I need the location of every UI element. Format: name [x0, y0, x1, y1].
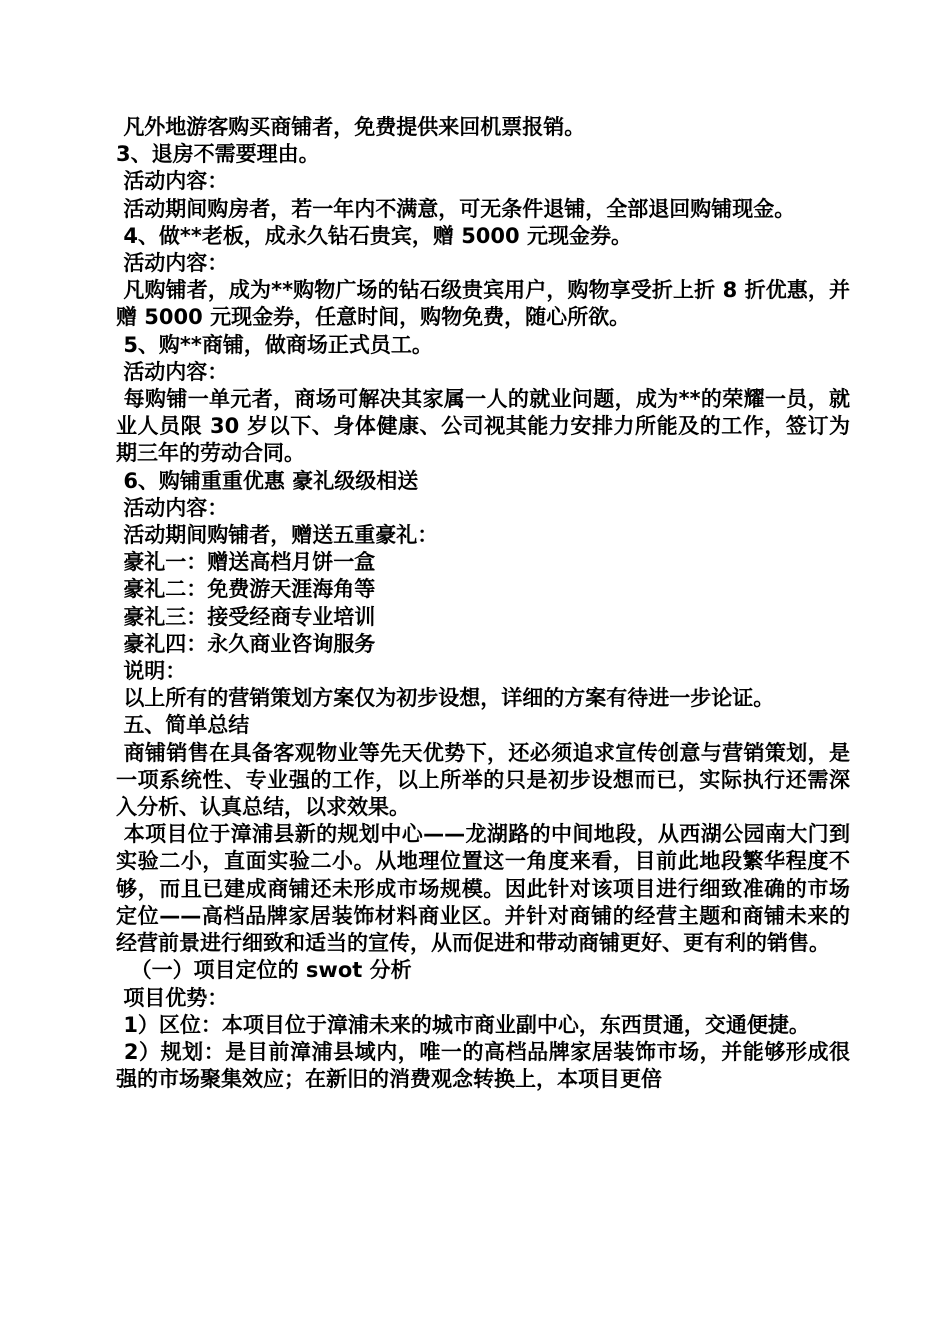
label-activity-content: 活动内容：	[116, 251, 229, 276]
gift-item-2: 豪礼二：免费游天涯海角等	[116, 577, 376, 602]
paragraph-return-policy: 活动期间购房者，若一年内不满意，可无条件退铺，全部退回购铺现金。	[116, 196, 796, 221]
paragraph-note: 以上所有的营销策划方案仅为初步设想，详细的方案有待进一步论证。	[116, 686, 775, 711]
paragraph-advantage-location: 1）区位：本项目位于漳浦未来的城市商业副中心，东西贯通，交通便捷。	[116, 1012, 810, 1037]
heading-return-no-reason: 3、退房不需要理由。	[116, 142, 320, 167]
paragraph-summary-1: 商铺销售在具备客观物业等先天优势下，还必须追求宣传创意与营销策划，是一项系统性、专业强的工作，以上所举的只是初步设想而已，实际执行还需深入分析、认真总结，以求效果。	[116, 740, 850, 820]
label-activity-content: 活动内容：	[116, 495, 229, 520]
paragraph-employee: 每购铺一单元者，商场可解决其家属一人的就业问题，成为**的荣耀一员，就业人员限 30 岁以下、身体健康、公司视其能力安排力所能及的工作，签订为期三年的劳动合同。	[116, 387, 850, 466]
document-body	[116, 114, 850, 1093]
paragraph-diamond-vip: 凡购铺者，成为**购物广场的钻石级贵宾用户，购物享受折上折 8 折优惠，并赠 5000 元现金券，任意时间，购物免费，随心所欲。	[116, 278, 851, 330]
paragraph-advantage-planning: 2）规划：是目前漳浦县域内，唯一的高档品牌家居装饰市场，并能够形成很强的市场聚集效应；在新旧的消费观念转换上，本项目更倍	[116, 1039, 851, 1092]
paragraph-flight-reimbursement: 凡外地游客购买商铺者，免费提供来回机票报销。	[116, 115, 586, 139]
paragraph-summary-2: 本项目位于漳浦县新的规划中心——龙湖路的中间地段，从西湖公园南大门到实验二小，直面实验二小。从地理位置这一角度来看，目前此地段繁华程度不够，而且已建成商铺还未形成市场规模。因此针对该项目进行细致准确的市场定位——高档品牌家居装饰材料商业区。并针对商铺的经营主题和商铺未来的经营前景进行细致和适当的宣传，从而促进和带动商铺更好、更有利的销售。	[116, 822, 851, 956]
label-advantages: 项目优势：	[116, 985, 229, 1010]
label-activity-content: 活动内容：	[116, 359, 229, 384]
heading-gifts: 6、购铺重重优惠 豪礼级级相送	[116, 468, 419, 493]
gift-item-1: 豪礼一：赠送高档月饼一盒	[116, 550, 376, 575]
heading-employee: 5、购**商铺，做商场正式员工。	[116, 332, 433, 357]
label-note: 说明：	[116, 659, 187, 684]
heading-swot: （一）项目定位的 swot 分析	[116, 958, 412, 983]
heading-diamond-vip: 4、做**老板，成永久钻石贵宾，赠 5000 元现金券。	[116, 223, 632, 248]
gift-item-4: 豪礼四：永久商业咨询服务	[116, 631, 376, 656]
gift-item-3: 豪礼三：接受经商专业培训	[116, 604, 376, 629]
label-activity-content: 活动内容：	[116, 169, 229, 194]
paragraph-gifts-intro: 活动期间购铺者，赠送五重豪礼：	[116, 523, 439, 548]
heading-summary: 五、简单总结	[116, 713, 250, 738]
